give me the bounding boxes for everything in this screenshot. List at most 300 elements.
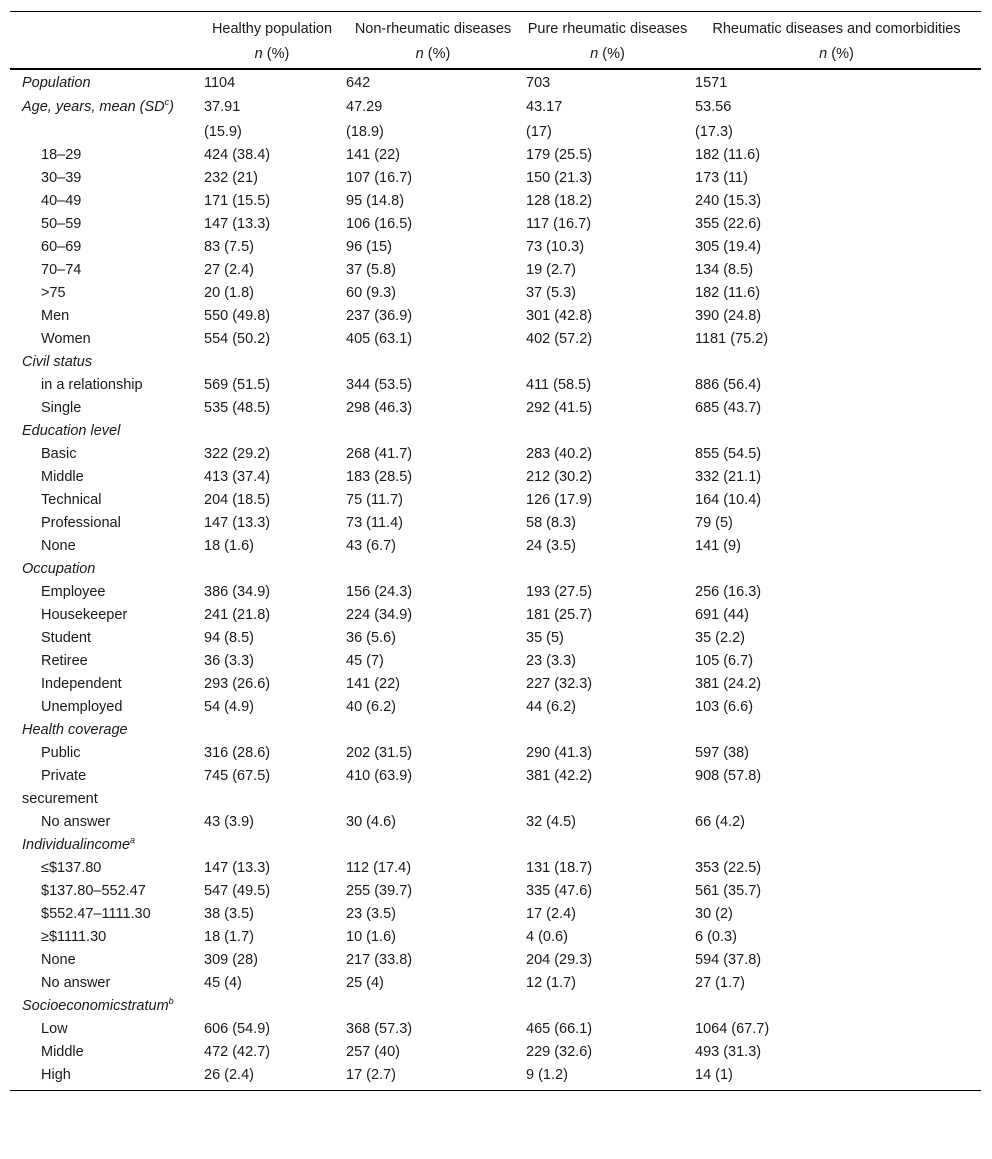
table-cell: 25 (4) [346, 975, 384, 991]
table-cell: 128 (18.2) [526, 193, 593, 209]
table-body [10, 69, 981, 1091]
footnote-marker: c [164, 97, 170, 108]
table-cell: 173 (11) [695, 170, 748, 186]
table-cell: 19 (2.7) [526, 262, 576, 278]
table-row [10, 420, 981, 443]
row-label [10, 167, 201, 190]
row-label-text: Education level [22, 423, 121, 439]
table-cell: 411 (58.5) [526, 377, 592, 393]
table-cell: 255 (39.7) [346, 883, 413, 899]
table-cell: 12 (1.7) [526, 975, 576, 991]
table-cell: 94 (8.5) [204, 630, 254, 646]
table-cell: 217 (33.8) [346, 952, 413, 968]
table-cell: 855 (54.5) [695, 446, 762, 462]
table-row [10, 190, 981, 213]
header-pure-rheumatic: Pure rheumatic diseases [523, 12, 692, 42]
header-row-titles [10, 12, 981, 42]
table-cell: 36 (5.6) [346, 630, 396, 646]
row-label [10, 305, 201, 328]
table-cell: 73 (11.4) [346, 515, 403, 531]
table-cell [343, 719, 523, 742]
footnote-marker: b [168, 996, 174, 1007]
row-label-text: Middle [41, 469, 84, 485]
row-label [10, 673, 201, 696]
header-healthy-population: Healthy population [201, 12, 343, 42]
table-cell: 164 (10.4) [695, 492, 762, 508]
table-cell: 35 (2.2) [695, 630, 745, 646]
table-cell: 131 (18.7) [526, 860, 593, 876]
table-cell: 642 [346, 75, 371, 91]
table-cell: 1104 [204, 75, 236, 91]
row-label [10, 512, 201, 535]
table-row [10, 466, 981, 489]
row-label [10, 466, 201, 489]
row-label-text: Housekeeper [41, 607, 128, 623]
table-cell: 20 (1.8) [204, 285, 254, 301]
table-cell: 75 (11.7) [346, 492, 403, 508]
table-cell: 150 (21.3) [526, 170, 593, 186]
row-label-text: Civil status [22, 354, 93, 370]
table-cell [692, 420, 981, 443]
table-cell: 83 (7.5) [204, 239, 254, 255]
row-label-text: Student [41, 630, 91, 646]
table-cell: (15.9) [204, 124, 242, 140]
table-cell: 353 (22.5) [695, 860, 762, 876]
table-cell: 37.91 [204, 99, 241, 115]
table-cell: 550 (49.8) [204, 308, 271, 324]
table-cell: 14 (1) [692, 1064, 981, 1091]
table-row [10, 1041, 981, 1064]
table-row [10, 558, 981, 581]
row-label-text: High [41, 1067, 71, 1083]
table-row [10, 535, 981, 558]
row-label [10, 696, 201, 719]
table-cell: 257 (40) [346, 1044, 401, 1060]
row-label [10, 581, 201, 604]
row-label-text: >75 [41, 285, 66, 301]
table-cell: 36 (3.3) [204, 653, 254, 669]
table-cell: 256 (16.3) [695, 584, 762, 600]
table-cell: 10 (1.6) [346, 929, 396, 945]
row-label [10, 489, 201, 512]
row-label [10, 119, 201, 144]
table-cell: 17 (2.4) [526, 906, 576, 922]
row-label-text: Technical [41, 492, 102, 508]
row-label [10, 535, 201, 558]
table-cell [343, 995, 523, 1018]
table-cell: 37 (5.8) [346, 262, 396, 278]
table-cell: 561 (35.7) [695, 883, 762, 899]
table-row [10, 696, 981, 719]
table-cell: 685 (43.7) [695, 400, 762, 416]
table-row [10, 119, 981, 144]
table-row [10, 1018, 981, 1041]
table-cell [201, 995, 343, 1018]
table-cell: 204 (18.5) [204, 492, 271, 508]
table-cell: 597 (38) [695, 745, 750, 761]
table-cell: 402 (57.2) [526, 331, 593, 347]
table-cell: 232 (21) [204, 170, 259, 186]
table-cell: 171 (15.5) [204, 193, 271, 209]
table-cell: 156 (24.3) [346, 584, 413, 600]
table-cell [201, 351, 343, 374]
table-row [10, 627, 981, 650]
table-row [10, 512, 981, 535]
table-cell: 493 (31.3) [695, 1044, 762, 1060]
table-cell: 66 (4.2) [695, 814, 745, 830]
table-row [10, 765, 981, 811]
table-cell: 58 (8.3) [526, 515, 576, 531]
header-non-rheumatic: Non-rheumatic diseases [343, 12, 523, 42]
table-header [10, 12, 981, 70]
table-row [10, 328, 981, 351]
row-label [10, 1064, 201, 1091]
table-cell [523, 351, 692, 374]
row-label [10, 420, 201, 443]
table-cell: 290 (41.3) [526, 745, 593, 761]
row-label [10, 144, 201, 167]
table-cell: 355 (22.6) [695, 216, 762, 232]
table-cell: 193 (27.5) [526, 584, 593, 600]
row-label [10, 880, 201, 903]
table-cell [523, 995, 692, 1018]
header-row-units [10, 41, 981, 69]
row-label [10, 328, 201, 351]
row-label [10, 949, 201, 972]
row-label-text: Occupation [22, 561, 96, 577]
table-row [10, 834, 981, 857]
table-cell: (17) [526, 124, 552, 140]
table-row [10, 1064, 981, 1091]
table-cell: 390 (24.8) [695, 308, 762, 324]
table-row [10, 604, 981, 627]
table-row [10, 489, 981, 512]
table-cell: 569 (51.5) [204, 377, 271, 393]
header-unit: n (%) [201, 41, 343, 69]
table-cell: 6 (0.3) [695, 929, 737, 945]
row-label-text: $137.80–552.47 [41, 883, 146, 899]
table-cell: 268 (41.7) [346, 446, 413, 462]
table-cell: 103 (6.6) [695, 699, 754, 715]
table-cell: 47.29 [346, 99, 383, 115]
table-row [10, 949, 981, 972]
row-label-text: No answer [41, 975, 111, 991]
table-cell: 309 (28) [204, 952, 259, 968]
row-label-text: No answer [41, 814, 111, 830]
table-cell: 112 (17.4) [346, 860, 412, 876]
table-cell: 381 (24.2) [695, 676, 762, 692]
table-cell: 18 (1.6) [204, 538, 254, 554]
table-row [10, 351, 981, 374]
table-cell: 535 (48.5) [204, 400, 271, 416]
table-cell: 95 (14.8) [346, 193, 405, 209]
row-label [10, 857, 201, 880]
table-cell: 23 (3.3) [526, 653, 576, 669]
table-cell: 305 (19.4) [695, 239, 762, 255]
table-cell [692, 834, 981, 857]
table-cell: 212 (30.2) [526, 469, 593, 485]
table-row [10, 719, 981, 742]
row-label-text: Population [22, 75, 91, 91]
table-row [10, 880, 981, 903]
row-label [10, 834, 201, 857]
table-cell: 332 (21.1) [695, 469, 762, 485]
table-cell [523, 558, 692, 581]
table-cell: 96 (15) [346, 239, 392, 255]
table-cell [201, 719, 343, 742]
table-cell: 554 (50.2) [204, 331, 271, 347]
table-cell [523, 834, 692, 857]
table-cell: 17 (2.7) [343, 1064, 523, 1091]
table-row [10, 144, 981, 167]
table-cell: 227 (32.3) [526, 676, 593, 692]
row-label [10, 719, 201, 742]
row-label-text: 40–49 [41, 193, 82, 209]
table-cell: 1181 (75.2) [695, 331, 769, 347]
row-label-text: $552.47–1111.30 [41, 906, 151, 922]
table-cell [692, 719, 981, 742]
row-label [10, 926, 201, 949]
row-label-text: Low [41, 1021, 68, 1037]
table-row [10, 443, 981, 466]
table-cell: (18.9) [346, 124, 384, 140]
table-cell: 35 (5) [526, 630, 564, 646]
table-cell: 240 (15.3) [695, 193, 762, 209]
table-cell: 1064 (67.7) [695, 1021, 770, 1037]
table-row [10, 903, 981, 926]
table-cell: 241 (21.8) [204, 607, 271, 623]
row-label-text: Men [41, 308, 70, 324]
table-cell: 292 (41.5) [526, 400, 593, 416]
table-cell: 183 (28.5) [346, 469, 413, 485]
table-cell [201, 834, 343, 857]
table-cell: 30 (4.6) [346, 814, 396, 830]
table-cell [343, 834, 523, 857]
table-row [10, 581, 981, 604]
row-label [10, 1018, 201, 1041]
row-label-text: ≤$137.80 [41, 860, 102, 876]
table-cell [201, 420, 343, 443]
header-unit: n (%) [523, 41, 692, 69]
table-cell: 1571 [695, 75, 728, 91]
table-cell [692, 351, 981, 374]
table-cell: 23 (3.5) [346, 906, 396, 922]
table-row [10, 213, 981, 236]
table-cell: 73 (10.3) [526, 239, 585, 255]
header-unit: n (%) [692, 41, 981, 69]
row-label [10, 972, 201, 995]
table-cell: 79 (5) [695, 515, 733, 531]
table-cell: 117 (16.7) [526, 216, 592, 232]
table-cell: 43.17 [526, 99, 563, 115]
row-label [10, 742, 201, 765]
table-row [10, 95, 981, 119]
demographics-table-container [10, 11, 981, 1091]
table-cell: 472 (42.7) [204, 1044, 271, 1060]
row-label-text: Middle [41, 1044, 84, 1060]
table-cell: 202 (31.5) [346, 745, 413, 761]
table-cell: 293 (26.6) [204, 676, 271, 692]
row-label [10, 650, 201, 673]
row-label-text: Retiree [41, 653, 88, 669]
demographics-table [10, 11, 981, 1091]
table-cell [343, 351, 523, 374]
table-cell: 43 (3.9) [204, 814, 254, 830]
table-cell: 606 (54.9) [204, 1021, 271, 1037]
row-label-continuation: securement [22, 791, 98, 807]
footnote-marker: a [130, 835, 136, 846]
row-label-text: Employee [41, 584, 106, 600]
row-label [10, 995, 201, 1018]
table-cell: 182 (11.6) [695, 285, 761, 301]
table-cell: 105 (6.7) [695, 653, 754, 669]
row-label-text: Public [41, 745, 81, 761]
row-label-text: 30–39 [41, 170, 82, 186]
table-row [10, 742, 981, 765]
table-cell: (17.3) [695, 124, 733, 140]
row-label [10, 95, 201, 119]
header-rheumatic-comorbidities: Rheumatic diseases and comorbidities [692, 12, 981, 42]
table-cell: 45 (7) [346, 653, 384, 669]
table-cell: 147 (13.3) [204, 515, 271, 531]
row-label [10, 259, 201, 282]
header-unit: n (%) [343, 41, 523, 69]
table-cell: 147 (13.3) [204, 860, 271, 876]
table-cell: 181 (25.7) [526, 607, 593, 623]
table-row [10, 259, 981, 282]
row-label-text: Age, years, mean (SD [22, 99, 165, 115]
table-cell: 32 (4.5) [526, 814, 576, 830]
table-cell: 126 (17.9) [526, 492, 593, 508]
row-label [10, 443, 201, 466]
table-cell: 43 (6.7) [346, 538, 396, 554]
table-cell: 45 (4) [204, 975, 242, 991]
row-label [10, 397, 201, 420]
table-row [10, 811, 981, 834]
table-cell: 37 (5.3) [526, 285, 576, 301]
table-cell: 424 (38.4) [204, 147, 271, 163]
row-label-suffix: ) [169, 99, 174, 115]
row-label-text: Private [41, 768, 87, 784]
row-label [10, 374, 201, 397]
table-cell: 344 (53.5) [346, 377, 413, 393]
row-label [10, 811, 201, 834]
table-cell: 886 (56.4) [695, 377, 762, 393]
table-cell: 147 (13.3) [204, 216, 271, 232]
row-label-text: 60–69 [41, 239, 82, 255]
row-label [10, 558, 201, 581]
table-row [10, 972, 981, 995]
table-cell: 141 (22) [346, 676, 401, 692]
table-cell: 141 (9) [695, 538, 741, 554]
row-label [10, 627, 201, 650]
row-label [10, 236, 201, 259]
table-row [10, 397, 981, 420]
table-cell: 18 (1.7) [204, 929, 254, 945]
table-cell: 182 (11.6) [695, 147, 761, 163]
table-cell: 107 (16.7) [346, 170, 413, 186]
table-cell: 237 (36.9) [346, 308, 413, 324]
row-label-text: ≥$1111.30 [41, 929, 107, 945]
table-cell: 44 (6.2) [526, 699, 576, 715]
row-label-text: Women [41, 331, 91, 347]
row-label [10, 190, 201, 213]
row-label [10, 69, 201, 95]
row-label-text: in a relationship [41, 377, 143, 393]
row-label-text: None [41, 952, 76, 968]
table-cell: 703 [526, 75, 551, 91]
table-cell: 60 (9.3) [346, 285, 396, 301]
row-label-text: 70–74 [41, 262, 82, 278]
table-cell: 9 (1.2) [523, 1064, 692, 1091]
row-label-text: 50–59 [41, 216, 82, 232]
table-cell: 54 (4.9) [204, 699, 254, 715]
row-label-text: Professional [41, 515, 121, 531]
table-cell [523, 719, 692, 742]
table-row [10, 995, 981, 1018]
table-cell: 368 (57.3) [346, 1021, 413, 1037]
table-row [10, 167, 981, 190]
table-cell: 283 (40.2) [526, 446, 593, 462]
row-label [10, 1041, 201, 1064]
table-cell: 381 (42.2) [526, 768, 593, 784]
table-cell: 229 (32.6) [526, 1044, 593, 1060]
row-label [10, 351, 201, 374]
table-cell: 40 (6.2) [346, 699, 396, 715]
table-cell: 335 (47.6) [526, 883, 593, 899]
row-label-text: Socioeconomicstratum [22, 998, 169, 1014]
row-label-text: Single [41, 400, 82, 416]
row-label [10, 765, 201, 811]
table-row [10, 857, 981, 880]
table-cell [692, 995, 981, 1018]
table-cell: 24 (3.5) [526, 538, 576, 554]
row-label [10, 903, 201, 926]
table-cell: 27 (2.4) [204, 262, 254, 278]
table-cell: 386 (34.9) [204, 584, 271, 600]
row-label-text: Individualincome [22, 837, 131, 853]
row-label [10, 213, 201, 236]
table-cell [343, 558, 523, 581]
table-cell: 316 (28.6) [204, 745, 271, 761]
table-row [10, 305, 981, 328]
table-cell: 594 (37.8) [695, 952, 762, 968]
table-cell: 224 (34.9) [346, 607, 413, 623]
table-cell: 30 (2) [695, 906, 733, 922]
table-cell: 410 (63.9) [346, 768, 413, 784]
header-empty [10, 12, 201, 42]
table-cell: 465 (66.1) [526, 1021, 593, 1037]
table-cell [201, 558, 343, 581]
table-cell: 405 (63.1) [346, 331, 413, 347]
row-label [10, 604, 201, 627]
row-label-text: Unemployed [41, 699, 123, 715]
table-cell: 691 (44) [695, 607, 750, 623]
table-cell: 547 (49.5) [204, 883, 271, 899]
row-label-text: 18–29 [41, 147, 82, 163]
table-cell: 745 (67.5) [204, 768, 271, 784]
table-cell: 179 (25.5) [526, 147, 593, 163]
table-cell: 106 (16.5) [346, 216, 413, 232]
table-cell: 26 (2.4) [201, 1064, 343, 1091]
row-label [10, 282, 201, 305]
table-cell: 298 (46.3) [346, 400, 413, 416]
row-label-text: Basic [41, 446, 77, 462]
table-row [10, 650, 981, 673]
table-row [10, 673, 981, 696]
table-cell [523, 420, 692, 443]
table-row [10, 282, 981, 305]
